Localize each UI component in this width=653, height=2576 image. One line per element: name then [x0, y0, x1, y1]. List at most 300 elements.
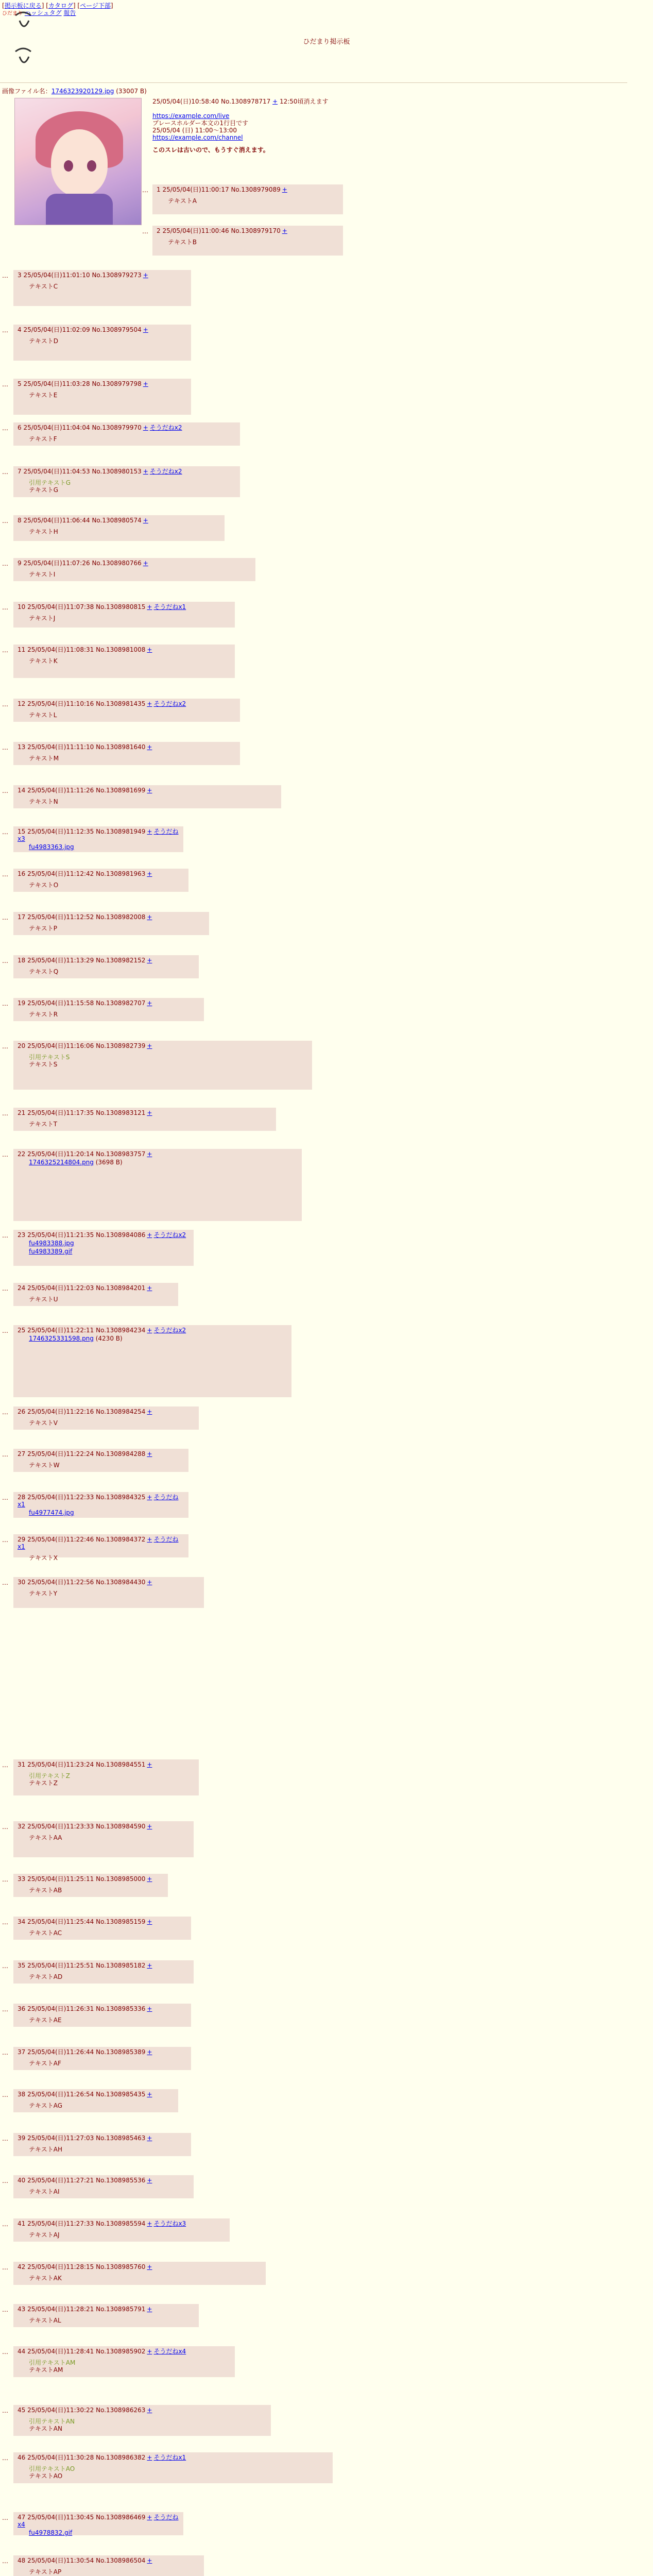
reply-dash: … [2, 1000, 8, 1007]
reply-date: 25/05/04(日)11:10:16 [27, 700, 94, 707]
reply-del-button[interactable]: + [147, 1494, 152, 1501]
reply-no[interactable]: No.1308985435 [96, 2091, 146, 2098]
reply-dash: … [142, 187, 148, 194]
reply-date: 25/05/04(日)11:12:52 [27, 913, 94, 921]
reply-file-link[interactable]: 1746325331598.png [29, 1335, 94, 1342]
reply-del-button[interactable]: + [147, 1450, 152, 1458]
reply-date: 25/05/04(日)11:04:53 [23, 468, 90, 475]
anchor-link[interactable]: ハッシュタグ [24, 9, 62, 16]
reply-no[interactable]: No.1308979170 [231, 227, 281, 234]
sodane-button[interactable]: そうだねx3 [18, 828, 179, 842]
reply-post [13, 1534, 188, 1562]
reply-dash: … [2, 871, 8, 878]
reply-index: 5 [18, 380, 22, 387]
reply-del-button[interactable]: + [147, 1042, 152, 1049]
reply-header [18, 1918, 188, 1925]
reply-dash: … [2, 2049, 8, 2056]
reply-header [18, 2557, 201, 2564]
reply-index: 23 [18, 1231, 26, 1239]
sodane-button[interactable]: そうだねx4 [153, 2348, 186, 2355]
reply-date: 25/05/04(日)11:23:33 [27, 1823, 94, 1830]
reply-header [18, 743, 237, 751]
back-link[interactable]: 掲示板に戻る [4, 2, 42, 9]
op-link-1[interactable]: https://example.com/live [152, 112, 230, 120]
reply-no[interactable]: No.1308983757 [96, 1150, 146, 1158]
reply-post [13, 1577, 204, 1608]
reply-index: 3 [18, 272, 22, 279]
reply-del-button[interactable]: + [147, 2263, 152, 2270]
reply-post [13, 699, 240, 722]
reply-date: 25/05/04(日)11:12:42 [27, 870, 94, 877]
reply-del-button[interactable]: + [147, 700, 152, 707]
sodane-button[interactable]: そうだねx2 [153, 1231, 186, 1239]
reply-index: 26 [18, 1408, 26, 1415]
reply-post [13, 2133, 191, 2156]
reply-no[interactable]: No.1308979089 [231, 186, 281, 193]
sodane-button[interactable]: そうだねx1 [18, 1494, 179, 1508]
reply-del-button[interactable]: + [143, 326, 148, 333]
catalog-link[interactable]: カタログ [48, 2, 73, 9]
nav-bracket-close: ] [110, 2, 113, 9]
sodane-button[interactable]: そうだねx2 [153, 700, 186, 707]
bottom-link[interactable]: ページ下部 [80, 2, 111, 9]
reply-post [13, 1230, 194, 1266]
reply-no[interactable]: No.1308984201 [96, 1284, 146, 1292]
sodane-button[interactable]: そうだねx4 [18, 2514, 179, 2528]
reply-del-button[interactable]: + [147, 1918, 152, 1925]
reply-no[interactable]: No.1308984372 [96, 1536, 146, 1543]
reply-index: 38 [18, 2091, 26, 2098]
reply-no[interactable]: No.1308985159 [96, 1918, 146, 1925]
reply-date: 25/05/04(日)11:25:51 [27, 1962, 94, 1969]
reply-index: 22 [18, 1150, 26, 1158]
op-post [152, 98, 513, 154]
reply-post [13, 1759, 199, 1795]
reply-index: 7 [18, 468, 22, 475]
reply-no[interactable]: No.1308985182 [96, 1962, 146, 1969]
reply-no[interactable]: No.1308980153 [92, 468, 142, 475]
reply-dash: … [2, 272, 8, 279]
reply-text: テキストE [29, 392, 58, 399]
reply-index: 30 [18, 1579, 26, 1586]
reply-header [18, 1823, 191, 1830]
reply-date: 25/05/04(日)11:16:06 [27, 1042, 94, 1049]
reply-post [13, 270, 191, 306]
reply-post [13, 602, 235, 628]
reply-post [13, 2512, 183, 2535]
reply-post [13, 2047, 191, 2070]
reply-dash: … [2, 327, 8, 334]
reply-header [18, 1494, 185, 1508]
reply-no[interactable]: No.1308984430 [96, 1579, 146, 1586]
reply-post [13, 1108, 276, 1131]
reply-text: テキストAD [29, 1973, 63, 1980]
reply-del-button[interactable]: + [147, 2348, 152, 2355]
reply-file [18, 1240, 191, 1247]
thumb-eye [87, 160, 96, 172]
reply-dash: … [2, 2407, 8, 2414]
op-line-1: プレースホルダー本文の1行目です [152, 120, 249, 127]
reply-del-button[interactable]: + [147, 743, 152, 751]
reply-header [18, 1284, 175, 1292]
reply-index: 18 [18, 957, 26, 964]
reply-del-button[interactable]: + [147, 2220, 152, 2227]
reply-del-button[interactable]: + [147, 1962, 152, 1969]
reply-del-button[interactable]: + [147, 2557, 152, 2564]
reply-date: 25/05/04(日)11:28:15 [27, 2263, 94, 2270]
reply-date: 25/05/04(日)11:22:56 [27, 1579, 94, 1586]
reply-del-button[interactable]: + [147, 1408, 152, 1415]
reply-header [18, 468, 237, 475]
reply-del-button[interactable]: + [147, 2514, 152, 2521]
reply-header [18, 2263, 263, 2270]
reply-file-link[interactable]: fu4983363.jpg [29, 843, 74, 851]
reply-no[interactable]: No.1308984590 [96, 1823, 146, 1830]
reply-del-button[interactable]: + [147, 1284, 152, 1292]
reply-date: 25/05/04(日)11:26:31 [27, 2005, 94, 2012]
reply-post [13, 1406, 199, 1430]
sodane-button[interactable]: そうだねx2 [149, 468, 182, 475]
reply-no[interactable]: No.1308979970 [92, 424, 142, 431]
reply-post [13, 912, 209, 935]
reply-date: 25/05/04(日)11:27:03 [27, 2134, 94, 2142]
reply-no[interactable]: No.1308981435 [96, 700, 146, 707]
reply-text: テキストAP [29, 2568, 62, 2575]
reply-text: テキストAI [29, 2188, 60, 2195]
reply-header [18, 424, 237, 431]
reply-del-button[interactable]: + [147, 646, 152, 653]
reply-date: 25/05/04(日)11:22:33 [27, 1494, 94, 1501]
reply-text: テキストAB [29, 1887, 62, 1894]
reply-post [13, 515, 225, 541]
sub-label: ひだまり [2, 11, 23, 16]
reply-date: 25/05/04(日)11:30:54 [27, 2557, 94, 2564]
reply-date: 25/05/04(日)11:11:10 [27, 743, 94, 751]
reply-date: 25/05/04(日)11:22:24 [27, 1450, 94, 1458]
reply-header [18, 2220, 227, 2227]
reply-no[interactable]: No.1308980766 [92, 560, 142, 567]
sodane-button[interactable]: そうだねx1 [153, 2454, 186, 2461]
reply-del-button[interactable]: + [143, 424, 148, 431]
reply-dash: … [2, 1761, 8, 1769]
sodane-button[interactable]: そうだねx2 [153, 1327, 186, 1334]
reply-header [18, 2406, 268, 2414]
reply-del-button[interactable]: + [147, 1150, 152, 1158]
reply-text: テキストH [29, 528, 58, 535]
reply-header [18, 2048, 188, 2056]
reply-post [13, 2004, 191, 2027]
reply-file-link[interactable]: fu4978832.gif [29, 2529, 73, 2536]
reply-del-button[interactable]: + [147, 2134, 152, 2142]
reply-del-button[interactable]: + [282, 186, 287, 193]
reply-index: 8 [18, 517, 22, 524]
reply-del-button[interactable]: + [147, 1536, 152, 1543]
reply-header [18, 560, 252, 567]
reply-del-button[interactable]: + [147, 1823, 152, 1830]
reply-no[interactable]: No.1308986504 [96, 2557, 146, 2564]
reply-file-link[interactable]: fu4983388.jpg [29, 1240, 74, 1247]
reply-del-button[interactable]: + [147, 2091, 152, 2098]
reply-text: テキストAN [29, 2425, 62, 2432]
reply-header [18, 1150, 299, 1158]
reply-no[interactable]: No.1308982152 [96, 957, 146, 964]
reply-date: 25/05/04(日)11:26:44 [27, 2048, 94, 2056]
reply-quote: 引用テキストAO [29, 2465, 75, 2472]
reply-header [18, 1408, 196, 1415]
sodane-button[interactable]: そうだねx2 [149, 424, 182, 431]
reply-date: 25/05/04(日)11:27:33 [27, 2220, 94, 2227]
reply-date: 25/05/04(日)11:20:14 [27, 1150, 94, 1158]
reply-file [18, 1509, 185, 1516]
reply-text: テキストB [168, 239, 197, 246]
reply-date: 25/05/04(日)11:00:46 [162, 227, 229, 234]
op-body [152, 112, 513, 141]
reply-no[interactable]: No.1308984551 [96, 1761, 146, 1768]
reply-del-button[interactable]: + [147, 957, 152, 964]
reply-file [18, 1335, 288, 1342]
reply-index: 19 [18, 999, 26, 1007]
reply-post [13, 2405, 271, 2436]
reply-no[interactable]: No.1308985594 [96, 2220, 146, 2227]
reply-file [18, 843, 180, 851]
nav-sep-1: ] [ [41, 2, 48, 9]
reply-index: 20 [18, 1042, 26, 1049]
reply-del-button[interactable]: + [147, 1109, 152, 1116]
reply-date: 25/05/04(日)11:22:11 [27, 1327, 94, 1334]
op-file-label: 画像ファイル名： [2, 88, 51, 95]
reply-date: 25/05/04(日)11:15:58 [27, 999, 94, 1007]
reply-no[interactable]: No.1308983121 [96, 1109, 146, 1116]
reply-del-button[interactable]: + [147, 1231, 152, 1239]
reply-header [18, 957, 196, 964]
reply-no[interactable]: No.1308985902 [96, 2348, 146, 2355]
reply-post [13, 1041, 312, 1090]
reply-text: テキストT [29, 1121, 58, 1128]
reply-date: 25/05/04(日)11:02:09 [23, 326, 90, 333]
reply-header [18, 2134, 188, 2142]
reply-dash: … [2, 2264, 8, 2271]
reply-dash: … [2, 517, 8, 524]
reply-index: 14 [18, 787, 26, 794]
reply-del-button[interactable]: + [143, 468, 148, 475]
reply-no[interactable]: No.1308981949 [96, 828, 146, 835]
reply-date: 25/05/04(日)11:01:10 [23, 272, 90, 279]
reply-text: テキストR [29, 1011, 58, 1018]
reply-del-button[interactable]: + [143, 380, 148, 387]
reply-del-button[interactable]: + [147, 787, 152, 794]
reply-no[interactable]: No.1308982739 [96, 1042, 146, 1049]
sodane-button[interactable]: そうだねx1 [18, 1536, 179, 1550]
reply-date: 25/05/04(日)11:30:45 [27, 2514, 94, 2521]
reply-date: 25/05/04(日)11:00:17 [162, 186, 229, 193]
reply-header [18, 787, 278, 794]
reply-text: テキストA [168, 197, 197, 205]
reply-del-button[interactable]: + [147, 828, 152, 835]
reply-dash: … [2, 647, 8, 654]
reply-dash: … [142, 228, 148, 235]
reply-del-button[interactable]: + [147, 1875, 152, 1883]
reply-post [13, 2346, 235, 2377]
nav-sep-2: ] [ [73, 2, 80, 9]
reply-no[interactable]: No.1308980574 [92, 517, 142, 524]
sodane-button[interactable]: そうだねx3 [153, 2220, 186, 2227]
reply-file [18, 2529, 180, 2536]
reply-dash: … [2, 2306, 8, 2313]
reply-file-link[interactable]: 1746325214804.png [29, 1159, 94, 1166]
reply-date: 25/05/04(日)11:30:28 [27, 2454, 94, 2461]
reply-date: 25/05/04(日)11:11:26 [27, 787, 94, 794]
reply-no[interactable]: No.1308981008 [96, 646, 146, 653]
reply-index: 13 [18, 743, 26, 751]
reply-no[interactable]: No.1308984325 [96, 1494, 146, 1501]
reply-date: 25/05/04(日)11:30:22 [27, 2406, 94, 2414]
reply-no[interactable]: No.1308986469 [96, 2514, 146, 2521]
op-link-2[interactable]: https://example.com/channel [152, 134, 243, 141]
reply-del-button[interactable]: + [147, 1761, 152, 1768]
reply-header [18, 913, 206, 921]
reply-text: テキストAF [29, 2060, 61, 2067]
reply-index: 48 [18, 2557, 26, 2564]
reply-del-button[interactable]: + [147, 1579, 152, 1586]
reply-del-button[interactable]: + [147, 2005, 152, 2012]
reply-header [18, 2005, 188, 2012]
reply-del-button[interactable]: + [143, 517, 148, 524]
reply-no[interactable]: No.1308980815 [96, 603, 146, 611]
reply-text: テキストU [29, 1296, 58, 1303]
reply-del-button[interactable]: + [147, 1327, 152, 1334]
reply-del-button[interactable]: + [282, 227, 287, 234]
op-thumbnail[interactable] [14, 98, 142, 225]
reply-no[interactable]: No.1308979273 [92, 272, 142, 279]
op-file-size: (33007 B) [116, 88, 147, 95]
reply-header [18, 272, 188, 279]
reply-index: 1 [157, 186, 161, 193]
reply-index: 27 [18, 1450, 26, 1458]
header-divider [0, 82, 627, 83]
reply-header [18, 828, 180, 842]
reply-date: 25/05/04(日)11:28:21 [27, 2306, 94, 2313]
reply-text: テキストAL [29, 2317, 61, 2324]
reply-text: テキストC [29, 283, 58, 290]
reply-file [18, 1159, 299, 1166]
reply-file-size: (3698 B) [95, 1159, 123, 1166]
reply-dash: … [2, 787, 8, 794]
reply-del-button[interactable]: + [147, 913, 152, 921]
reply-del-button[interactable]: + [147, 603, 152, 611]
reply-no[interactable]: No.1308985791 [96, 2306, 146, 2313]
reply-no[interactable]: No.1308985000 [96, 1875, 146, 1883]
op-no: No.1308978717 [220, 98, 271, 105]
reply-header [18, 2514, 180, 2528]
reply-del-button[interactable]: + [143, 560, 148, 567]
reply-date: 25/05/04(日)11:03:28 [23, 380, 90, 387]
reply-post [13, 2089, 178, 2112]
reply-no[interactable]: No.1308981699 [96, 787, 146, 794]
reply-dash: … [2, 2221, 8, 2228]
reply-text: テキストAA [29, 1834, 62, 1841]
reply-no[interactable]: No.1308985536 [96, 2177, 146, 2184]
reply-no[interactable]: No.1308985463 [96, 2134, 146, 2142]
reply-header [18, 999, 201, 1007]
reply-index: 36 [18, 2005, 26, 2012]
op-file-link[interactable]: 1746323920129.jpg [51, 88, 114, 95]
reply-no[interactable]: No.1308984234 [96, 1327, 146, 1334]
reply-post [13, 1492, 188, 1518]
reply-date: 25/05/04(日)11:25:44 [27, 1918, 94, 1925]
reply-post [13, 2175, 194, 2198]
reply-del-button[interactable]: + [147, 2454, 152, 2461]
reply-index: 34 [18, 1918, 26, 1925]
reply-no[interactable]: No.1308986382 [96, 2454, 146, 2461]
report-link[interactable]: 報告 [63, 9, 76, 16]
op-warning: このスレは古いので、もうすぐ消えます。 [152, 146, 269, 154]
reply-dash: … [2, 1579, 8, 1586]
reply-header [18, 2454, 330, 2461]
reply-text: テキストAH [29, 2146, 62, 2153]
reply-no[interactable]: No.1308985760 [96, 2263, 146, 2270]
reply-date: 25/05/04(日)11:26:54 [27, 2091, 94, 2098]
reply-text: テキストP [29, 925, 57, 932]
reply-del-button[interactable]: + [147, 2177, 152, 2184]
reply-post [13, 2304, 199, 2327]
reply-del-button[interactable]: + [143, 272, 148, 279]
reply-file-link[interactable]: fu4977474.jpg [29, 1509, 74, 1516]
reply-no[interactable]: No.1308985389 [96, 2048, 146, 2056]
reply-file-2 [18, 1248, 191, 1255]
op-line-2: 25/05/04 (日) 11:00～13:00 [152, 127, 237, 134]
reply-post [13, 379, 191, 415]
reply-no[interactable]: No.1308979504 [92, 326, 142, 333]
reply-text: テキストAO [29, 2472, 63, 2480]
reply-dash: … [2, 1110, 8, 1117]
reply-date: 25/05/04(日)11:13:29 [27, 957, 94, 964]
reply-no[interactable]: No.1308979798 [92, 380, 142, 387]
reply-no[interactable]: No.1308982008 [96, 913, 146, 921]
reply-no[interactable]: No.1308984254 [96, 1408, 146, 1415]
op-del-button[interactable]: + [272, 98, 278, 105]
reply-no[interactable]: No.1308984086 [96, 1231, 146, 1239]
reply-del-button[interactable]: + [147, 870, 152, 877]
reply-del-button[interactable]: + [147, 2406, 152, 2414]
reply-date: 25/05/04(日)11:27:21 [27, 2177, 94, 2184]
reply-header [18, 1962, 191, 1969]
reply-del-button[interactable]: + [147, 2306, 152, 2313]
reply-dash: … [2, 1232, 8, 1239]
reply-date: 25/05/04(日)11:04:04 [23, 424, 90, 431]
reply-file-link-2[interactable]: fu4983389.gif [29, 1248, 73, 1255]
reply-no[interactable]: No.1308986263 [96, 2406, 146, 2414]
reply-dash: … [2, 2454, 8, 2462]
reply-no[interactable]: No.1308982707 [96, 999, 146, 1007]
reply-no[interactable]: No.1308984288 [96, 1450, 146, 1458]
reply-post [13, 869, 188, 892]
reply-post [152, 226, 343, 256]
reply-no[interactable]: No.1308985336 [96, 2005, 146, 2012]
reply-text: テキストAJ [29, 2231, 60, 2239]
reply-no[interactable]: No.1308981963 [96, 870, 146, 877]
reply-del-button[interactable]: + [147, 999, 152, 1007]
op-meta [152, 98, 513, 105]
sodane-button[interactable]: そうだねx1 [153, 603, 186, 611]
reply-del-button[interactable]: + [147, 2048, 152, 2056]
reply-index: 43 [18, 2306, 26, 2313]
reply-text: テキストK [29, 657, 58, 665]
reply-index: 29 [18, 1536, 26, 1543]
reply-no[interactable]: No.1308981640 [96, 743, 146, 751]
reply-dash: … [2, 1451, 8, 1458]
nav-bracket-open: [ [2, 2, 5, 9]
reply-dash: … [2, 914, 8, 921]
